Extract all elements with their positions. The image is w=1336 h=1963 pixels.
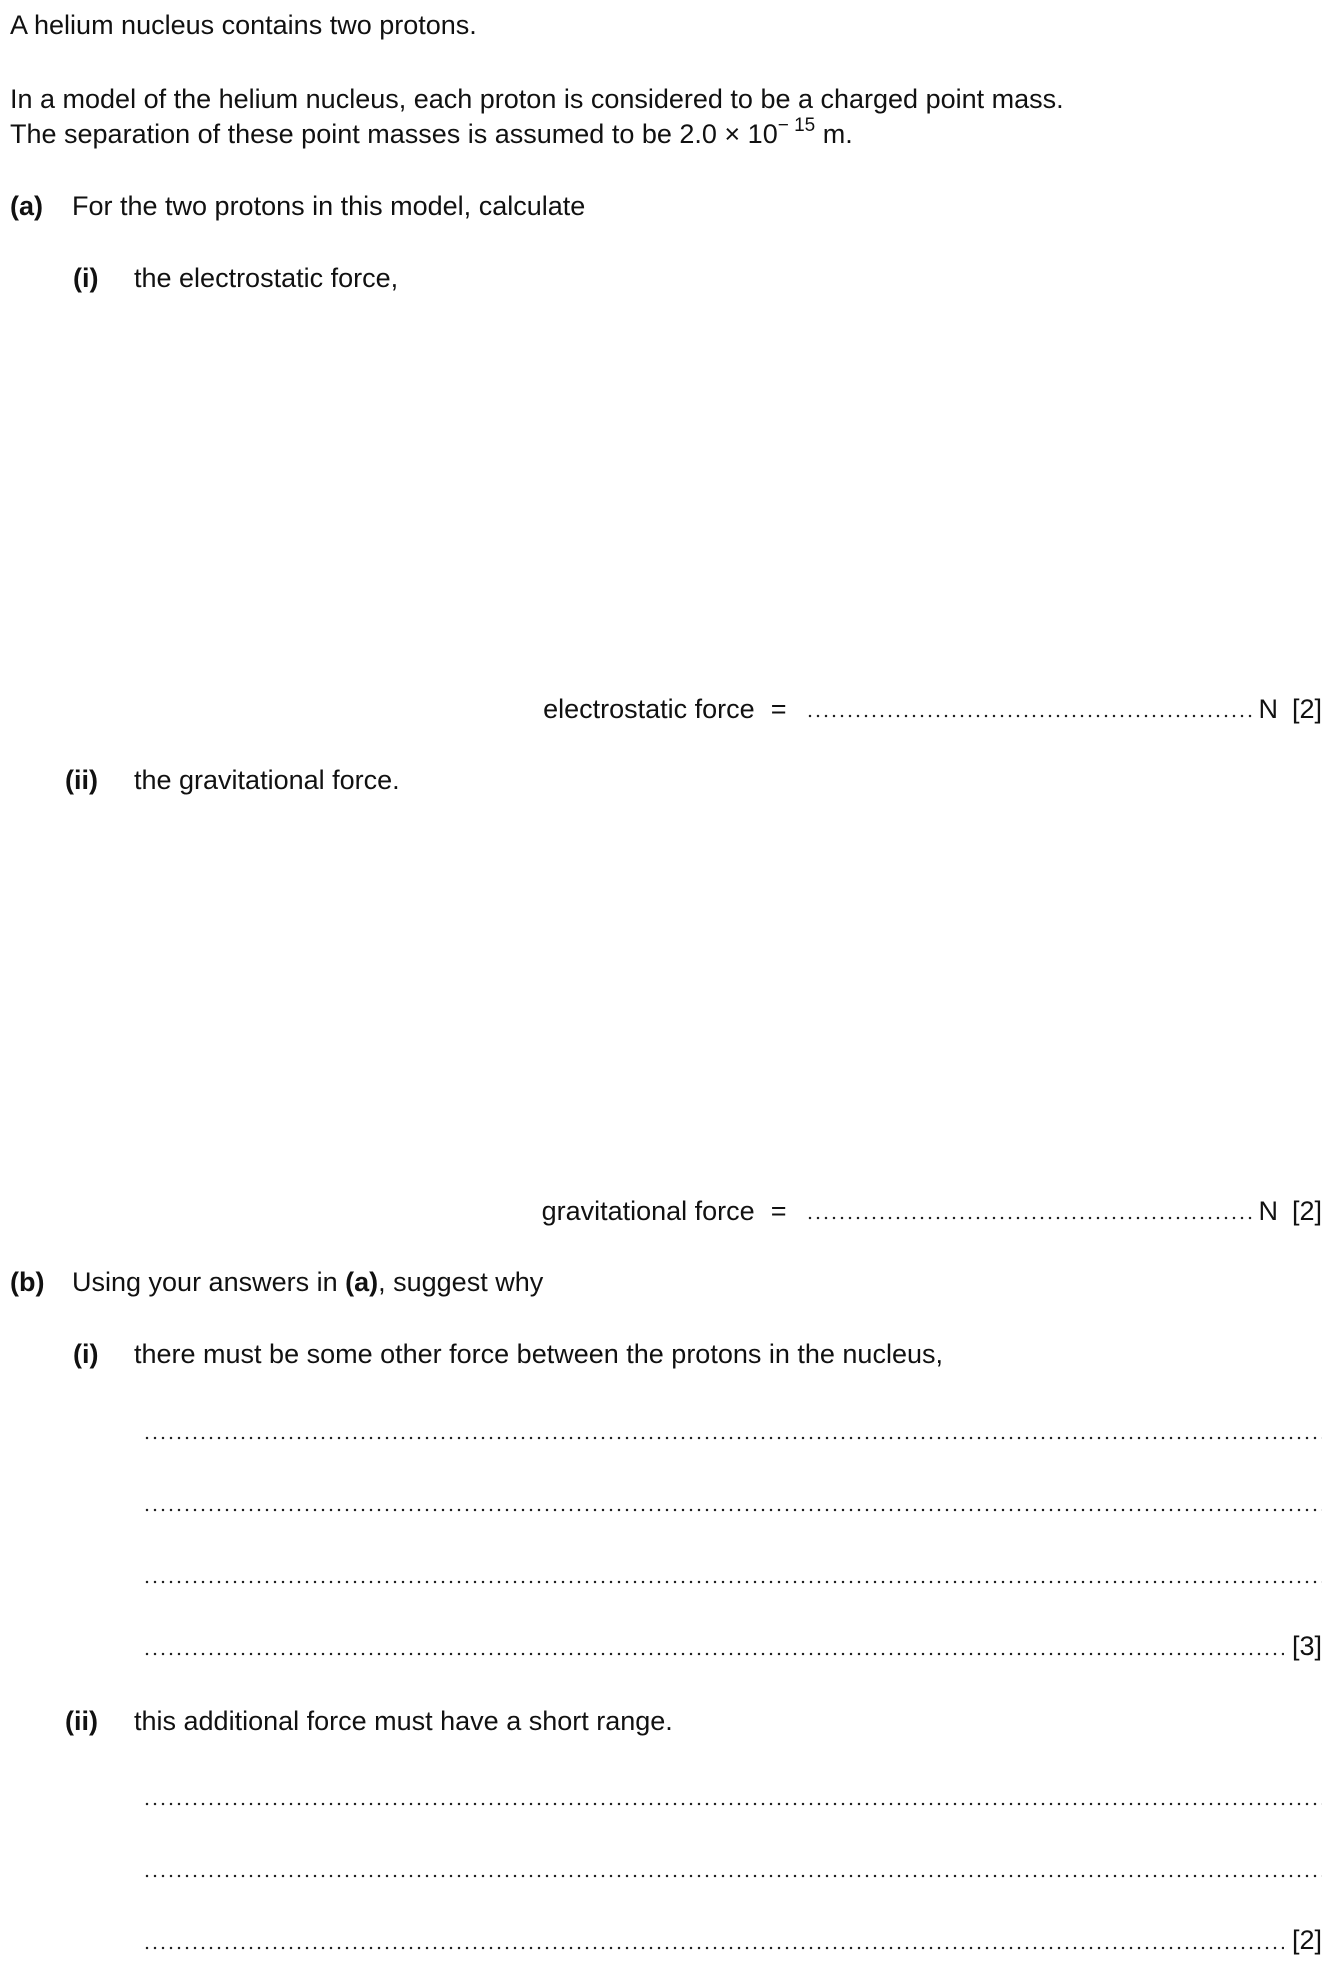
part-a-i-text: the electrostatic force,	[134, 263, 399, 293]
intro-line-1: A helium nucleus contains two protons.	[10, 10, 477, 40]
part-b-label: (b)	[10, 1267, 45, 1297]
part-b-ii-label: (ii)	[65, 1706, 98, 1736]
electrostatic-force-answer	[543, 694, 1322, 725]
intro-line-3-exponent: − 15	[777, 115, 816, 136]
gravitational-force-answer	[542, 1196, 1322, 1227]
gravitational-force-label: gravitational force	[541, 1196, 755, 1226]
dotted-line	[143, 1874, 1322, 1878]
part-b-text-post: , suggest why	[378, 1267, 544, 1297]
dotted-line	[143, 1580, 1322, 1584]
unit-label: N	[1258, 1196, 1278, 1226]
intro-line-3-unit: m.	[815, 119, 853, 149]
unit-label: N	[1258, 694, 1278, 724]
part-b-i-answer-line[interactable]	[143, 1630, 1322, 1661]
part-b-text-ref: (a)	[345, 1267, 379, 1297]
dotted-line	[143, 1508, 1322, 1512]
part-a-ii-label: (ii)	[65, 765, 98, 795]
part-a-text: For the two protons in this model, calculate	[72, 191, 586, 221]
part-a-label: (a)	[10, 191, 43, 221]
equals-sign: =	[770, 1196, 787, 1226]
dotted-line	[143, 1946, 1284, 1950]
part-b-i-answer-line[interactable]	[143, 1414, 1322, 1440]
electrostatic-force-answer-line[interactable]	[806, 714, 1252, 718]
part-a-i-label: (i)	[73, 263, 99, 293]
intro-line-3-text: The separation of these point masses is assumed to be 2.0 × 10	[10, 119, 778, 149]
dotted-line	[143, 1652, 1284, 1656]
part-b-i-answer-line[interactable]	[143, 1558, 1322, 1584]
part-b-ii-answer-line[interactable]	[143, 1852, 1322, 1878]
intro-line-3	[10, 115, 853, 149]
marks-label: [2]	[1291, 1196, 1322, 1226]
part-a-ii-text: the gravitational force.	[134, 765, 400, 795]
marks-label: [3]	[1291, 1631, 1322, 1661]
part-b-text-pre: Using your answers in	[72, 1267, 346, 1297]
part-b-i-label: (i)	[73, 1339, 99, 1369]
part-b-i-answer-line[interactable]	[143, 1486, 1322, 1512]
gravitational-force-answer-line[interactable]	[806, 1216, 1252, 1220]
equals-sign: =	[770, 694, 787, 724]
marks-label: [2]	[1291, 694, 1322, 724]
dotted-line	[143, 1802, 1322, 1806]
part-b-ii-answer-line[interactable]	[143, 1780, 1322, 1806]
part-b-ii-answer-line[interactable]	[143, 1924, 1322, 1955]
part-b-ii-text: this additional force must have a short range.	[134, 1706, 673, 1736]
marks-label: [2]	[1291, 1925, 1322, 1955]
part-b-i-text: there must be some other force between the protons in the nucleus,	[134, 1339, 943, 1369]
dotted-line	[143, 1436, 1322, 1440]
intro-line-2: In a model of the helium nucleus, each proton is considered to be a charged point mass.	[10, 84, 1064, 114]
part-b-text	[72, 1269, 543, 1296]
electrostatic-force-label: electrostatic force	[543, 694, 755, 724]
